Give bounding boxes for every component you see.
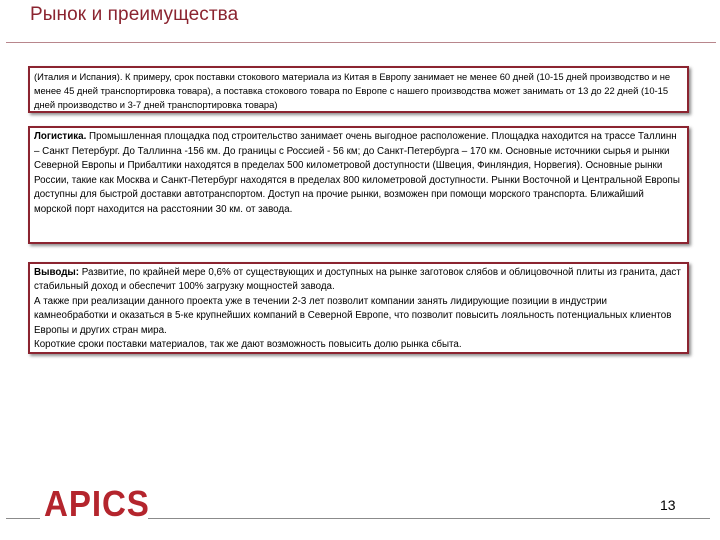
conclusions-paragraph-3: Короткие сроки поставки материалов, так же дают возможность повысить долю рынка сбыта. <box>34 339 462 351</box>
market-timing-box <box>28 66 689 113</box>
slide-title: Рынок и преимущества <box>30 4 239 25</box>
conclusions-box <box>28 262 689 354</box>
logistics-text: Промышленная площадка под строительство занимает очень выгодное расположение. Площадка находится на трассе Таллинн – Санкт Петербург. До Таллинна -156 км. До границы с Россией - 56 км; до Санкт-Петербурга – 170 км. Основные источники сырья и рынки Северной Европы и Прибалтики находятся в пределах 500 километровой доступности (Швеция, Финляндия, Норвегия). Основные рынки России, такие как Москва и Санкт-Петербург находятся в пределах 800 километровой доступности. Рынки Восточной и Центральной Европы доступны для быстрой доставки автотранспортом. Доступ на прочие рынки, возможен при помощи морского транспорта. Ближайший морской порт находится на расстоянии 30 км. от завода. <box>34 131 680 215</box>
footer-divider-right <box>148 518 710 519</box>
logistics-paragraph <box>34 130 683 218</box>
apics-logo: APICS <box>44 483 150 524</box>
conclusions-text-1: Развитие, по крайней мере 0,6% от существующих и доступных на рынке заготовок слябов и облицовочной плиты из гранита, даст стабильный доход и обеспечит 100% загрузку мощностей завода. <box>34 267 681 293</box>
title-divider <box>6 42 716 43</box>
conclusions-paragraph-2: А также при реализации данного проекта уже в течении 2-3 лет позволит компании занять лидирующие позиции в индустрии камнеобработки и оказаться в 5-ке крупнейших компаний в Северной Европе, что позволит повысить лояльность потенциальных клиентов Европы и других стран мира. <box>34 295 672 336</box>
logistics-box <box>28 126 689 244</box>
page-number: 13 <box>660 497 676 513</box>
footer-divider-left <box>6 518 40 519</box>
market-timing-text: (Италия и Испания). К примеру, срок поставки стокового материала из Китая в Европу занимает не менее 60 дней (10-15 дней производство и не менее 45 дней транспортировка товара), а поставка стокового товара по Европе с нашего производства может занимать от 13 до 22 дней (10-15 дней производство и 3-7 дней транспортировка товара) <box>34 71 671 110</box>
conclusions-paragraph-1 <box>34 266 683 295</box>
logistics-label: Логистика. <box>34 131 87 142</box>
conclusions-label: Выводы: <box>34 267 80 278</box>
